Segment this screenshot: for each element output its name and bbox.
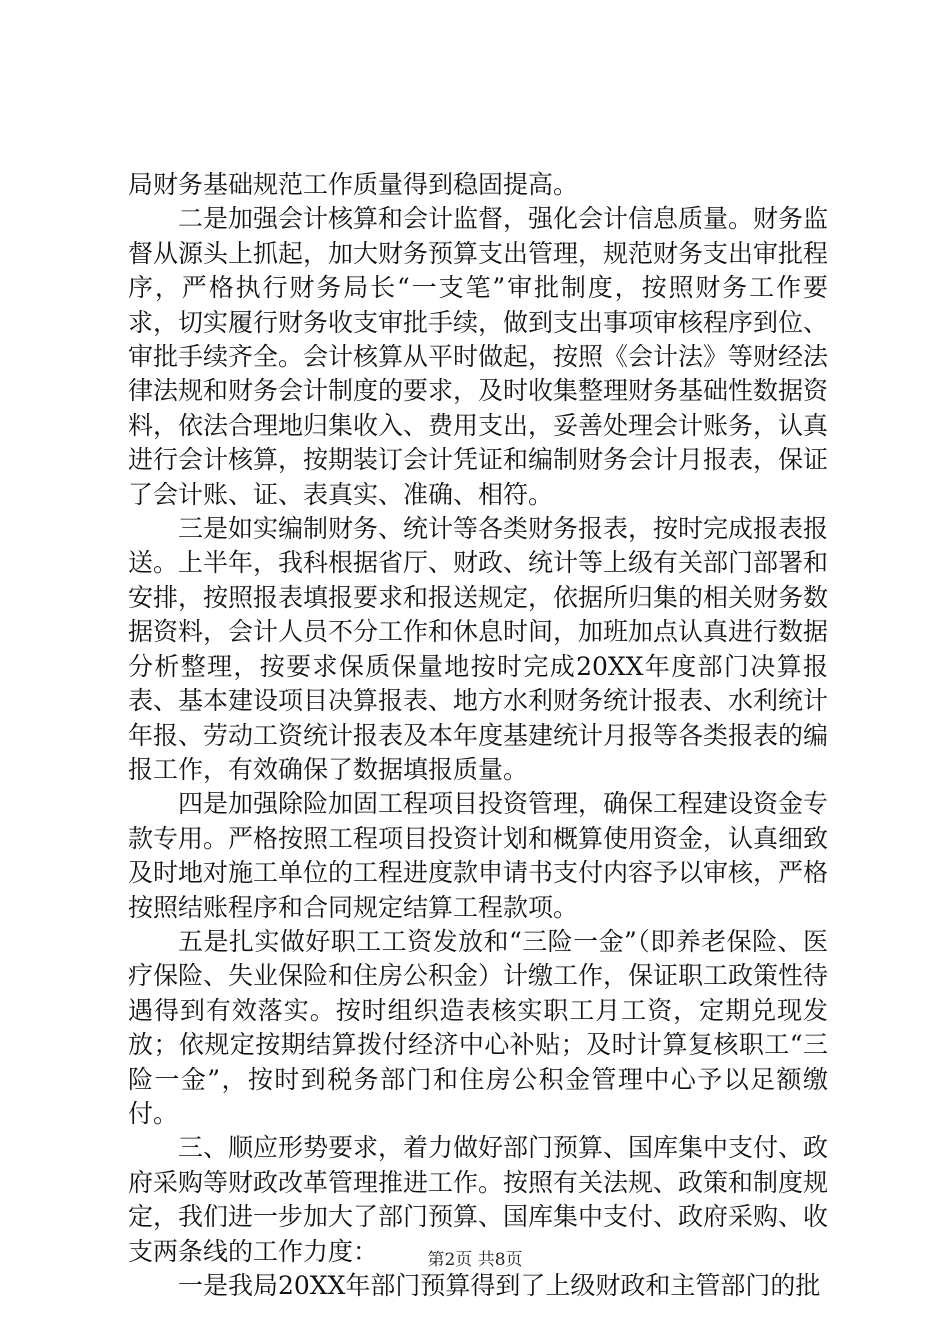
paragraph-financial-reports: 三是如实编制财务、统计等各类财务报表，按时完成报表报送。上半年，我科根据省厅、财政、统计等上级有关部门部署和安排，按照报表填报要求和报送规定，依据所归集的相关财务数据资料，会计人员不分工作和休息时间，加班加点认真进行数据分析整理，按要求保质保量地按时完成20XX年度部门决算报表、基本建设项目决算报表、地方水利财务统计报表、水利统计年报、劳动工资统计报表及本年度基建统计月报等各类报表的编报工作，有效确保了数据填报质量。	[128, 514, 829, 784]
document-body	[128, 168, 828, 1303]
page-number-footer: 第2页 共8页	[427, 1250, 523, 1270]
paragraph-continued: 局财务基础规范工作质量得到稳固提高。	[128, 170, 579, 199]
paragraph-accounting-supervision: 二是加强会计核算和会计监督，强化会计信息质量。财务监督从源头上抓起，加大财务预算支出管理，规范财务支出审批程序，严格执行财务局长“一支笔”审批制度，按照财务工作要求，切实履行财务收支审批手续，做到支出事项审核程序到位、审批手续齐全。会计核算从平时做起，按照《会计法》等财经法律法规和财务会计制度的要求，及时收集整理财务基础性数据资料，依法合理地归集收入、费用支出，妥善处理会计账务，认真进行会计核算，按期装订会计凭证和编制财务会计月报表，保证了会计账、证、表真实、准确、相符。	[128, 204, 829, 509]
paragraph-budget-approval: 一是我局20XX年部门预算得到了上级财政和主管部门的批	[178, 1271, 821, 1300]
paragraph-section-three: 三、顺应形势要求，着力做好部门预算、国库集中支付、政府采购等财政改革管理推进工作。按照有关法规、政策和制度规定，我们进一步加大了部门预算、国库集中支付、政府采购、收支两条线的工作力度：	[128, 1133, 829, 1266]
paragraph-project-investment: 四是加强除险加固工程项目投资管理，确保工程建设资金专款专用。严格按照工程项目投资计划和概算使用资金，认真细致及时地对施工单位的工程进度款申请书支付内容予以审核，严格按照结账程序和合同规定结算工程款项。	[128, 789, 829, 922]
paragraph-wages-insurance: 五是扎实做好职工工资发放和“三险一金”（即养老保险、医疗保险、失业保险和住房公积金）计缴工作，保证职工政策性待遇得到有效落实。按时组织造表核实职工月工资，定期兑现发放；依规定按期结算拨付经济中心补贴；及时计算复核职工“三险一金”，按时到税务部门和住房公积金管理中心予以足额缴付。	[128, 926, 829, 1128]
